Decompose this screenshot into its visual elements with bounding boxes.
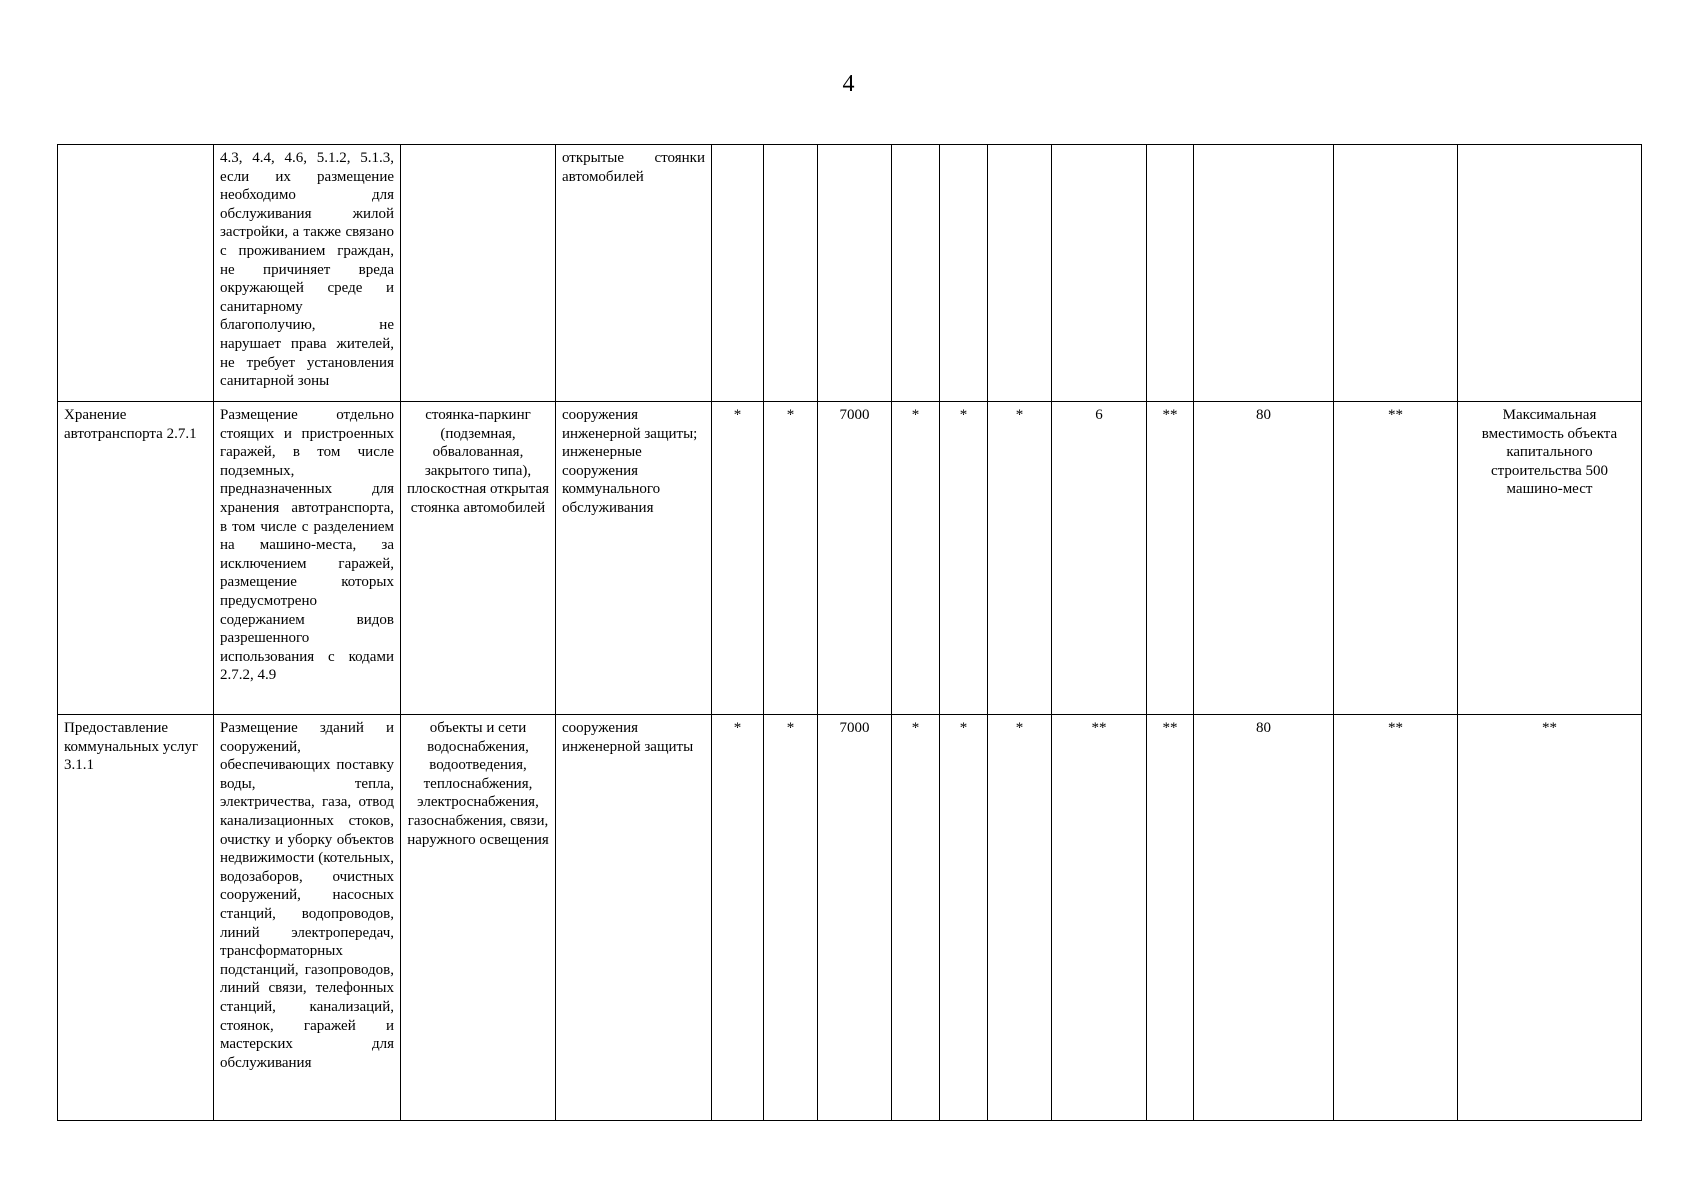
note-cell: ** [1458, 715, 1642, 1121]
parameter-cell [1334, 145, 1458, 402]
parameter-cell: 7000 [818, 402, 892, 715]
parameter-cell: ** [1334, 715, 1458, 1121]
parameter-cell [988, 145, 1052, 402]
parameter-cell: ** [1147, 715, 1194, 1121]
parameter-cell: * [988, 402, 1052, 715]
parameter-cell: * [712, 715, 764, 1121]
parameter-cell: * [764, 715, 818, 1121]
table-row [58, 145, 1642, 402]
parameter-cell: 6 [1052, 402, 1147, 715]
parameter-cell [712, 145, 764, 402]
parameter-cell [1194, 145, 1334, 402]
main-object-cell: объекты и сети водоснабжения, водоотведения, теплоснабжения, электроснабжения, газоснабжения, связи, наружного освещения [401, 715, 556, 1121]
permitted-use-description-cell: Размещение отдельно стоящих и пристроенных гаражей, в том числе подземных, предназначенных для хранения автотранспорта, в том числе с разделением на машино-места, за исключением гаражей, размещение которых предусмотрено содержанием видов разрешенного использования с кодами 2.7.2, 4.9 [214, 402, 401, 715]
permitted-use-description-cell: 4.3, 4.4, 4.6, 5.1.2, 5.1.3, если их размещение необходимо для обслуживания жилой застройки, а также связано с проживанием граждан, не причиняет вреда окружающей среде и санитарному благополучию, не нарушает права жителей, не требует установления санитарной зоны [214, 145, 401, 402]
table-row [58, 402, 1642, 715]
parameter-cell [1052, 145, 1147, 402]
parameter-cell: * [940, 715, 988, 1121]
parameter-cell: ** [1147, 402, 1194, 715]
parameter-cell: ** [1334, 402, 1458, 715]
note-cell: Максимальная вместимость объекта капитального строительства 500 машино-мест [1458, 402, 1642, 715]
zoning-regulations-table [57, 144, 1642, 1121]
parameter-cell: * [892, 402, 940, 715]
parameter-cell [764, 145, 818, 402]
page-number: 4 [842, 71, 855, 97]
main-object-cell [401, 145, 556, 402]
parameter-cell [892, 145, 940, 402]
permitted-use-name-cell [58, 145, 214, 402]
permitted-use-name-cell: Предоставление коммунальных услуг 3.1.1 [58, 715, 214, 1121]
parameter-cell: 7000 [818, 715, 892, 1121]
parameter-cell: * [764, 402, 818, 715]
note-cell [1458, 145, 1642, 402]
table-row [58, 715, 1642, 1121]
parameter-cell [940, 145, 988, 402]
parameter-cell: * [988, 715, 1052, 1121]
parameter-cell [818, 145, 892, 402]
parameter-cell [1147, 145, 1194, 402]
parameter-cell: 80 [1194, 715, 1334, 1121]
permitted-use-description-cell: Размещение зданий и сооружений, обеспечивающих поставку воды, тепла, электричества, газа, отвод канализационных стоков, очистку и уборку объектов недвижимости (котельных, водозаборов, очистных сооружений, насосных станций, водопроводов, линий электропередач, трансформаторных подстанций, газопроводов, линий связи, телефонных станций, канализаций, стоянок, гаражей и мастерских для обслуживания [214, 715, 401, 1121]
auxiliary-object-cell: сооружения инженерной защиты [556, 715, 712, 1121]
parameter-cell: ** [1052, 715, 1147, 1121]
permitted-use-name-cell: Хранение автотранспорта 2.7.1 [58, 402, 214, 715]
parameter-cell: * [712, 402, 764, 715]
parameter-cell: 80 [1194, 402, 1334, 715]
main-object-cell: стоянка-паркинг (подземная, обвалованная, закрытого типа), плоскостная открытая стоянка автомобилей [401, 402, 556, 715]
auxiliary-object-cell: сооружения инженерной защиты; инженерные сооружения коммунального обслуживания [556, 402, 712, 715]
auxiliary-object-cell: открытые стоянки автомобилей [556, 145, 712, 402]
parameter-cell: * [892, 715, 940, 1121]
parameter-cell: * [940, 402, 988, 715]
